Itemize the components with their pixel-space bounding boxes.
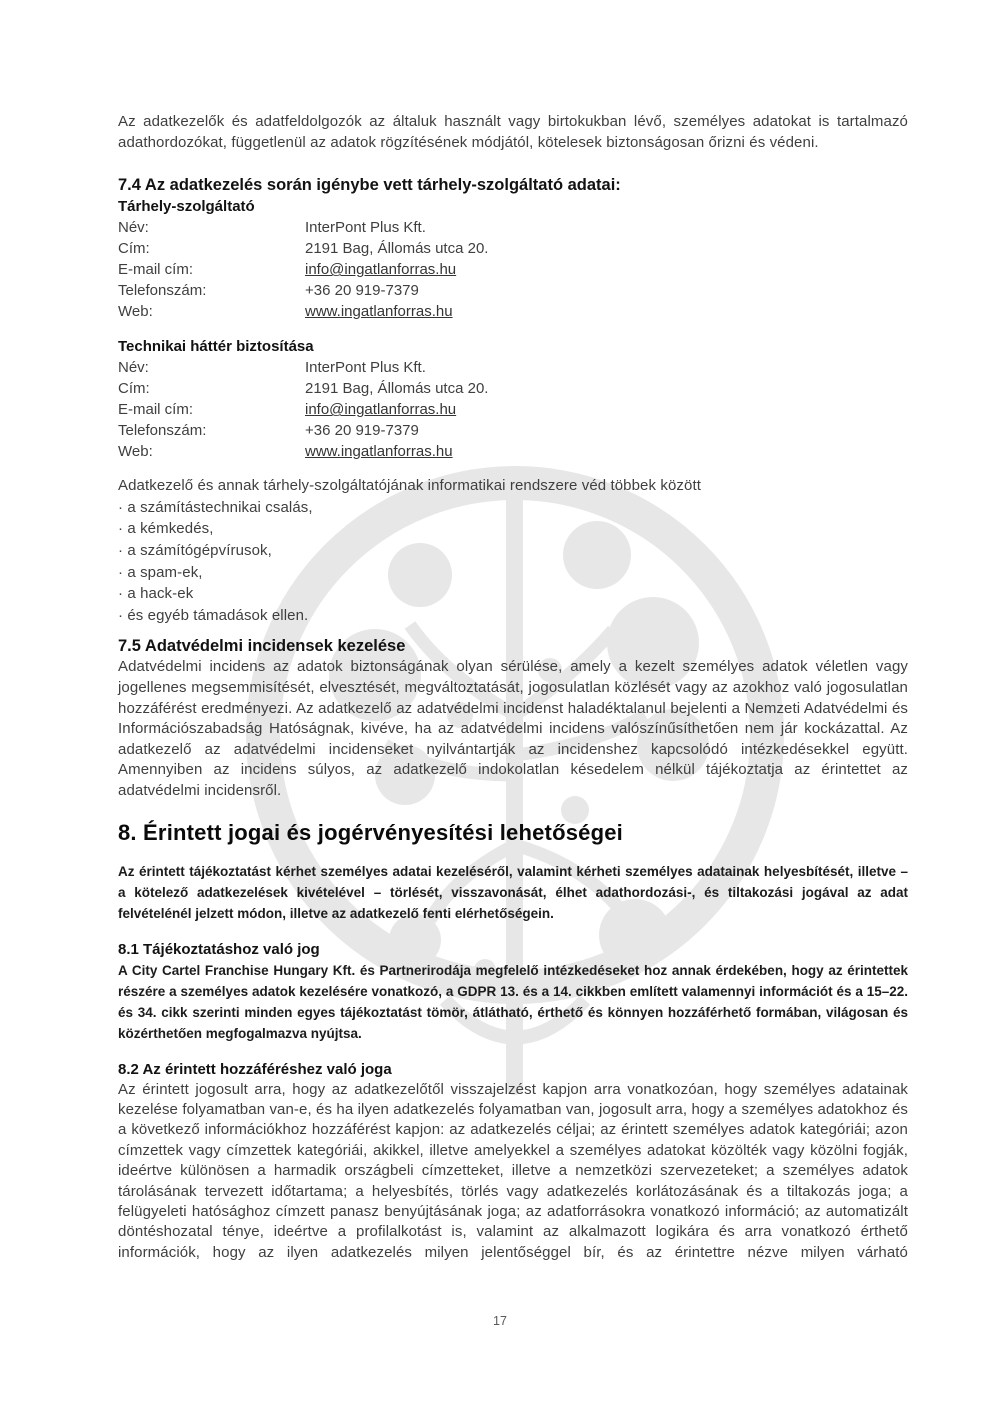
hosting-block-title: Tárhely-szolgáltató [118,198,255,216]
technical-contact-table [118,357,908,462]
section-7-4-heading: 7.4 Az adatkezelés során igénybe vett tárhely-szolgáltató adatai: [118,176,621,195]
list-item: · a hack-ek [118,585,194,603]
list-item: · a kémkedés, [118,520,214,538]
contact-row [118,259,908,280]
section-8-2-body: Az érintett jogosult arra, hogy az adatkezelőtől visszajelzést kapjon arra vonatkozóan, hogy személyes adatainak kezelése folyamatban van-e, és ha ilyen adatkezelés folyamatban van, jogosult arra, hogy a személyes adatokhoz és a következő információkhoz hozzáférést kapjon: az adatkezelés céljai; az érintett személyes adatok kategóriái; azon címzettek vagy címzettek kategóriái, akikkel, illetve amelyekkel a személyes adatokat közölték vagy közölni fogják, ideértve különösen a harmadik országbeli címzetteket, illetve a nemzetközi szervezeteket; a személyes adatok tárolásának tervezett időtartama; a helyesbítés, törlés vagy adatkezelés korlátozásának és a tiltakozás joga; a felügyeleti hatósághoz címzett panasz benyújtásának joga; az adatforrásokra vonatkozó információ; az automatizált döntéshozatal ténye, ideértve a profilalkotást is, valamint az alkalmazott logikára és arra vonatkozó érthető információk, hogy az ilyen adatkezelés milyen jelentőséggel bír, és az érintettre nézve milyen várható [118,1080,908,1261]
contact-label: Web: [118,443,153,461]
section-7-5-heading: 7.5 Adatvédelmi incidensek kezelése [118,637,406,656]
website-link[interactable]: www.ingatlanforras.hu [305,443,453,461]
contact-value: +36 20 919-7379 [305,422,419,440]
contact-value: 2191 Bag, Állomás utca 20. [305,240,489,258]
contact-row [118,441,908,462]
section-8-2-heading: 8.2 Az érintett hozzáféréshez való joga [118,1060,392,1078]
section-8-1-heading: 8.1 Tájékoztatáshoz való jog [118,940,320,958]
list-item: · a számítástechnikai csalás, [118,498,313,516]
page-number: 17 [493,1314,507,1328]
contact-label: Név: [118,219,149,237]
contact-label: Web: [118,303,153,321]
contact-value: InterPont Plus Kft. [305,359,426,377]
section-8-body: Az érintett tájékoztatást kérhet személyes adatai kezeléséről, valamint kérheti személyes adatainak helyesbítését, illetve – a kötelező adatkezelések kivételével – törlését, visszavonását, élhet adathordozási-, és tiltakozási jogával az adat felvételénél jelzett módon, illetve az adatkezelő fenti elérhetőségein. [118,863,908,921]
website-link[interactable]: www.ingatlanforras.hu [305,303,453,321]
contact-label: Cím: [118,380,150,398]
contact-value: 2191 Bag, Állomás utca 20. [305,380,489,398]
contact-row [118,280,908,301]
hosting-contact-table [118,217,908,322]
contact-row [118,357,908,378]
contact-label: Telefonszám: [118,282,207,300]
contact-value: InterPont Plus Kft. [305,219,426,237]
contact-label: E-mail cím: [118,401,193,419]
contact-label: Cím: [118,240,150,258]
protection-list [118,497,908,627]
contact-label: Telefonszám: [118,422,207,440]
contact-row [118,420,908,441]
document-content [118,112,908,1263]
section-8-1-body: A City Cartel Franchise Hungary Kft. és Partnerirodája megfelelő intézkedéseket hoz annak érdekében, hogy az érintettek részére a személyes adatok kezelésére vonatkozó, a GDPR 13. és a 14. cikkben említett valamennyi információt és a 15–22. és 34. cikk szerinti minden egyes tájékoztatást tömör, átlátható, érthető és könnyen hozzáférhető formában, világosan és közérthetően megfogalmazva nyújtsa. [118,962,908,1041]
contact-row [118,217,908,238]
list-item: · a spam-ek, [118,563,203,581]
technical-block-title: Technikai háttér biztosítása [118,338,314,356]
contact-row [118,238,908,259]
list-item: · és egyéb támadások ellen. [118,606,309,624]
list-item: · a számítógépvírusok, [118,541,272,559]
intro-paragraph: Az adatkezelők és adatfeldolgozók az általuk használt vagy birtokukban lévő, személyes adatokat is tartalmazó adathordozókat, függetlenül az adatok rögzítésének módjától, kötelesek biztonságosan őrizni és védeni. [118,113,908,151]
contact-label: E-mail cím: [118,261,193,279]
contact-value: +36 20 919-7379 [305,282,419,300]
protection-intro: Adatkezelő és annak tárhely-szolgáltatójának informatikai rendszere véd többek között [118,477,701,495]
section-7-5-body: Adatvédelmi incidens az adatok biztonságának olyan sérülése, amely a kezelt személyes adatok véletlen vagy jogellenes megsemmisítését, elvesztését, megváltoztatását, jogosulatlan közlését vagy az azokhoz való jogosulatlan hozzáférést eredményezi. Az adatkezelő az adatvédelmi incidenst haladéktalanul bejelenti a Nemzeti Adatvédelmi és Információszabadság Hatóságnak, kivéve, ha az adatvédelmi incidens valószínűsíthetően nem jár kockázattal. Az adatkezelő az adatvédelmi incidenseket nyilvántartják az incidenshez kapcsolódó intézkedésekkel együtt. Amennyiben az incidens súlyos, az adatkezelő indokolatlan késedelem nélkül tájékoztatja az érintettet az adatvédelmi incidensről. [118,658,908,799]
email-link[interactable]: info@ingatlanforras.hu [305,401,457,419]
contact-row [118,301,908,322]
contact-label: Név: [118,359,149,377]
email-link[interactable]: info@ingatlanforras.hu [305,261,457,279]
contact-row [118,399,908,420]
section-8-heading: 8. Érintett jogai és jogérvényesítési lehetőségei [118,819,623,845]
contact-row [118,378,908,399]
